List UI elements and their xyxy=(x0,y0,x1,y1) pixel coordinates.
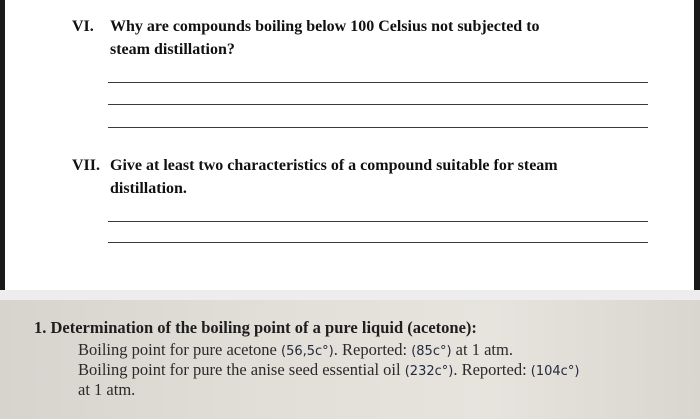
question-7-line-1: Give at least two characteristics of a compound suitable for steam xyxy=(110,157,558,174)
answer-line[interactable] xyxy=(108,104,648,105)
handwritten-value: (85c°) xyxy=(411,344,452,359)
answer-line[interactable] xyxy=(108,221,648,222)
line1-text-b: . Reported: xyxy=(333,340,412,359)
line2-text-a: Boiling point for pure the anise seed essential oil xyxy=(78,360,405,379)
image-divider xyxy=(0,290,700,300)
answer-line[interactable] xyxy=(108,127,648,128)
lab-note-line-2 xyxy=(78,360,579,382)
lab-note-photo xyxy=(0,300,700,419)
line3-text: at 1 atm. xyxy=(78,380,136,399)
line1-text-a: Boiling point for pure acetone xyxy=(78,340,281,359)
question-6-number: VI. xyxy=(72,18,94,35)
heading-text: 1. Determination of the boiling point of a pure liquid (acetone): xyxy=(34,318,477,337)
page-edge-right xyxy=(694,0,700,290)
lab-note-heading xyxy=(34,318,477,338)
handwritten-value: (232c°) xyxy=(404,364,454,379)
handwritten-value: (104c°) xyxy=(530,364,580,379)
line2-text-b: . Reported: xyxy=(453,360,531,379)
question-6-line-2: steam distillation? xyxy=(110,41,235,58)
question-7-number: VII. xyxy=(72,157,101,174)
question-6-line-1: Why are compounds boiling below 100 Celsius not subjected to xyxy=(110,18,540,35)
page-edge-left xyxy=(0,0,5,290)
lab-note-line-3 xyxy=(78,380,135,400)
answer-line[interactable] xyxy=(108,242,648,243)
lab-note-line-1 xyxy=(78,340,513,362)
question-7-line-2: distillation. xyxy=(110,180,187,197)
handwritten-value: (56,5c°) xyxy=(281,344,334,359)
line1-text-c: at 1 atm. xyxy=(451,340,513,359)
answer-line[interactable] xyxy=(108,82,648,83)
